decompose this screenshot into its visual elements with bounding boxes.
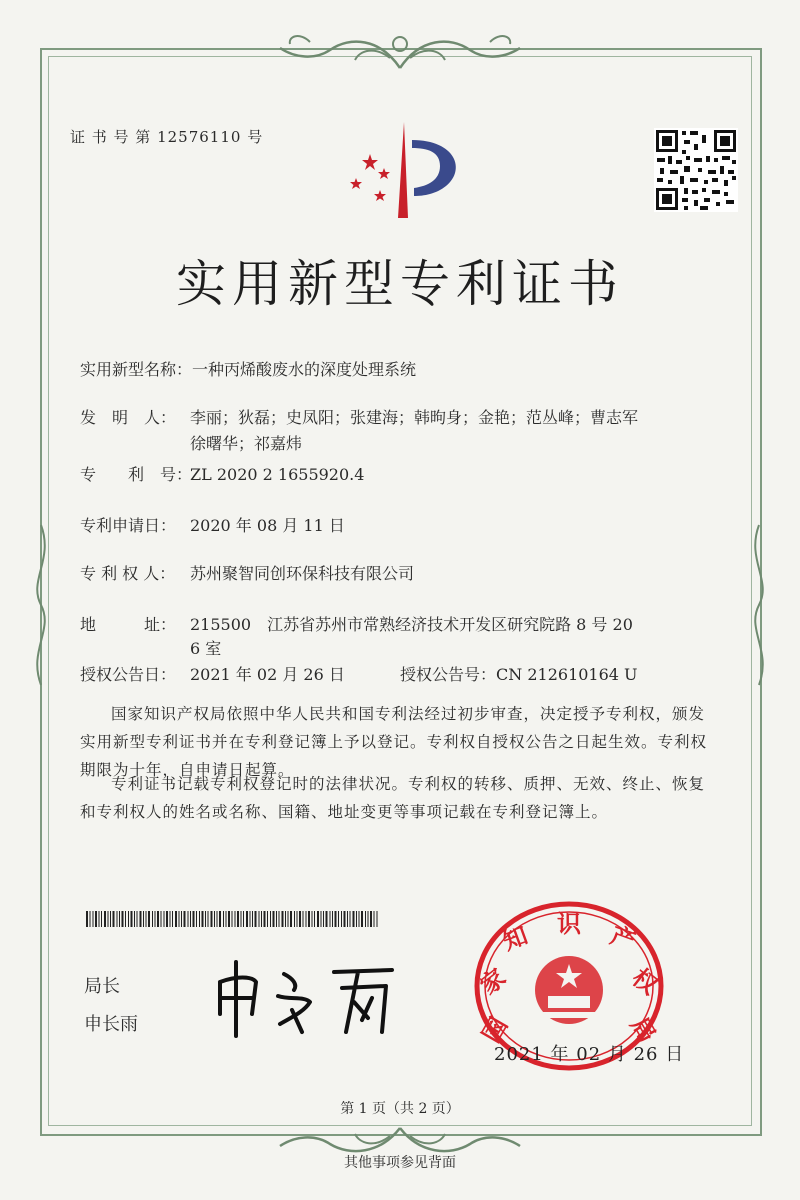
svg-text:国: 国 bbox=[476, 1012, 514, 1048]
address-value-line2: 6 室 bbox=[190, 639, 222, 658]
certificate-number: 证 书 号 第 12576110 号 bbox=[70, 128, 264, 146]
address-row bbox=[80, 612, 633, 635]
patent-number-label: 专 利 号： bbox=[80, 465, 193, 484]
application-date-row bbox=[80, 513, 345, 536]
svg-text:产: 产 bbox=[606, 921, 639, 956]
page-indicator: 第 1 页（共 2 页） bbox=[340, 1101, 460, 1117]
address-label: 地 址： bbox=[80, 615, 177, 634]
patent-number-row bbox=[80, 462, 364, 485]
utility-model-name-label: 实用新型名称： bbox=[80, 360, 193, 379]
svg-text:家: 家 bbox=[474, 963, 512, 1001]
body-paragraph-1: 国家知识产权局依照中华人民共和国专利法经过初步审查，决定授予专利权，颁发实用新型专利证书并在专利登记簿上予以登记。专利权自授权公告之日起生效。专利权期限为十年，自申请日起算。 bbox=[80, 705, 708, 779]
utility-model-name-value: 一种丙烯酸废水的深度处理系统 bbox=[192, 360, 417, 379]
barcode bbox=[86, 911, 380, 927]
patentee-row bbox=[80, 561, 414, 584]
top-ornament bbox=[270, 28, 530, 74]
svg-text:局: 局 bbox=[624, 1012, 662, 1048]
application-date-value: 2020 年 08 月 11 日 bbox=[190, 516, 345, 535]
address-value-line1: 215500 江苏省苏州市常熟经济技术开发区研究院路 8 号 20 bbox=[190, 615, 633, 634]
grant-number-label: 授权公告号： bbox=[400, 665, 497, 684]
inventor-label: 发 明 人： bbox=[80, 408, 177, 427]
inventor-row bbox=[80, 405, 638, 428]
patentee-label: 专 利 权 人： bbox=[80, 564, 176, 583]
director-name: 申长雨 bbox=[84, 1014, 138, 1035]
patentee-value: 苏州聚智同创环保科技有限公司 bbox=[190, 564, 415, 583]
grant-number-row bbox=[400, 662, 638, 685]
back-note: 其他事项参见背面 bbox=[344, 1155, 456, 1171]
grant-date-value: 2021 年 02 月 26 日 bbox=[190, 665, 345, 684]
svg-text:知: 知 bbox=[499, 921, 532, 956]
inventor-value-line1: 李丽；狄磊；史凤阳；张建海；韩昫身；金艳；范丛峰；曹志军 bbox=[190, 408, 639, 427]
application-date-label: 专利申请日： bbox=[80, 516, 177, 535]
utility-model-name-row bbox=[80, 357, 416, 380]
grant-date-row bbox=[80, 662, 345, 685]
seal-date: 2021 年 02 月 26 日 bbox=[494, 1044, 685, 1065]
certificate-title: 实用新型专利证书 bbox=[176, 255, 624, 313]
director-signature bbox=[206, 952, 406, 1042]
body-paragraph-2: 专利证书记载专利权登记时的法律状况。专利权的转移、质押、无效、终止、恢复和专利权人的姓名或名称、国籍、地址变更等事项记载在专利登记簿上。 bbox=[80, 775, 706, 821]
grant-number-value: CN 212610164 U bbox=[496, 665, 638, 684]
cnipa-logo-icon bbox=[336, 120, 468, 224]
qr-code bbox=[654, 128, 738, 212]
inventor-value-line2: 徐曙华；祁嘉炜 bbox=[190, 434, 303, 453]
patent-number-value: ZL 2020 2 1655920.4 bbox=[190, 465, 365, 484]
left-ornament bbox=[26, 520, 56, 690]
svg-text:识: 识 bbox=[557, 910, 581, 938]
grant-date-label: 授权公告日： bbox=[80, 665, 177, 684]
right-ornament bbox=[744, 520, 774, 690]
director-title: 局长 bbox=[84, 976, 120, 997]
svg-text:权: 权 bbox=[626, 963, 664, 1001]
